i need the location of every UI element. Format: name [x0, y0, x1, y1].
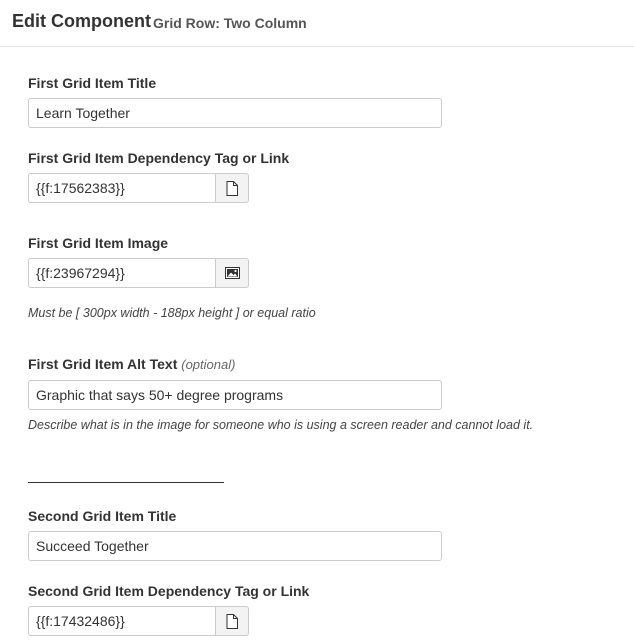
first-title-input[interactable] [28, 98, 442, 128]
first-link-group [28, 173, 249, 203]
first-alt-help: Describe what is in the image for someone who is using a screen reader and cannot load it. [28, 418, 534, 432]
second-link-label: Second Grid Item Dependency Tag or Link [28, 583, 310, 599]
first-image-input[interactable] [28, 258, 216, 288]
second-title-label: Second Grid Item Title [28, 508, 177, 524]
first-alt-input[interactable] [28, 380, 442, 410]
page-title: Edit Component [12, 11, 151, 31]
first-link-input[interactable] [28, 173, 216, 203]
second-link-browse-button[interactable] [215, 606, 249, 636]
second-link-group [28, 606, 249, 636]
first-link-label: First Grid Item Dependency Tag or Link [28, 150, 290, 166]
first-alt-label [28, 356, 235, 372]
first-link-browse-button[interactable] [215, 173, 249, 203]
optional-tag: (optional) [181, 357, 236, 372]
second-title-input[interactable] [28, 531, 442, 561]
section-divider [28, 482, 224, 483]
file-icon [226, 181, 238, 196]
first-alt-label-text: First Grid Item Alt Text [28, 356, 178, 372]
second-link-input[interactable] [28, 606, 216, 636]
file-icon [226, 614, 238, 629]
first-title-label: First Grid Item Title [28, 75, 157, 91]
first-image-browse-button[interactable] [215, 258, 249, 288]
component-subtitle: Grid Row: Two Column [153, 15, 307, 31]
modal-header [0, 0, 634, 47]
first-image-help: Must be [ 300px width - 188px height ] or equal ratio [28, 306, 316, 320]
image-icon [225, 267, 240, 279]
first-image-label: First Grid Item Image [28, 235, 169, 251]
first-image-group [28, 258, 249, 288]
